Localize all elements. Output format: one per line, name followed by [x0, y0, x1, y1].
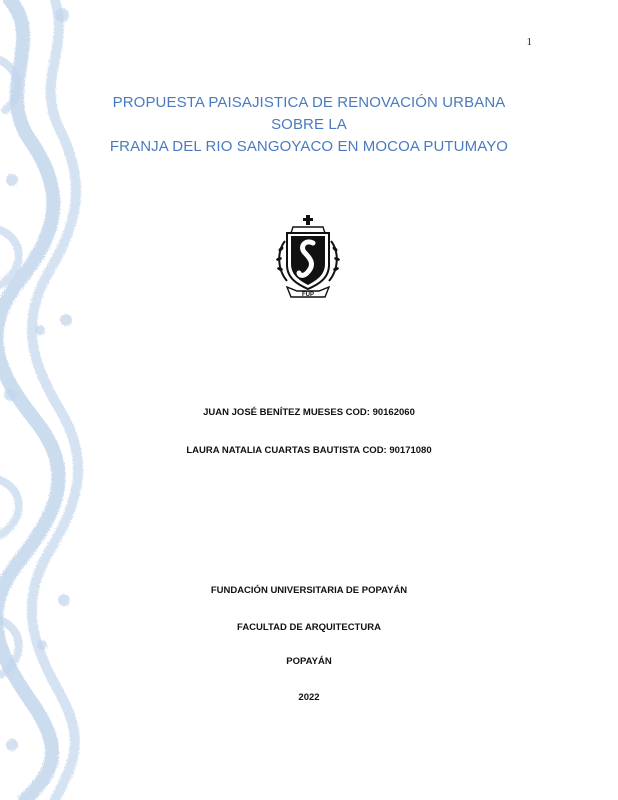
author-1: JUAN JOSÉ BENÍTEZ MUESES COD: 90162060 [203, 407, 415, 418]
faculty-name: FACULTAD DE ARQUITECTURA [237, 622, 381, 633]
institution-name: FUNDACIÓN UNIVERSITARIA DE POPAYÁN [210, 585, 408, 596]
author-2: LAURA NATALIA CUARTAS BAUTISTA COD: 90171080 [186, 445, 432, 456]
page-number: 1 [526, 36, 532, 48]
title-line-1: PROPUESTA PAISAJISTICA DE RENOVACIÓN URBANA SOBRE LA [112, 94, 506, 134]
crest-banner-text: FUP [302, 292, 314, 298]
city-name: POPAYÁN [286, 656, 332, 667]
year: 2022 [298, 692, 320, 703]
document-title [90, 92, 528, 158]
decorative-border-pattern [0, 0, 90, 800]
title-line-2: FRANJA DEL RIO SANGOYACO EN MOCOA PUTUMAYO [109, 138, 509, 156]
university-crest-icon [275, 215, 341, 301]
